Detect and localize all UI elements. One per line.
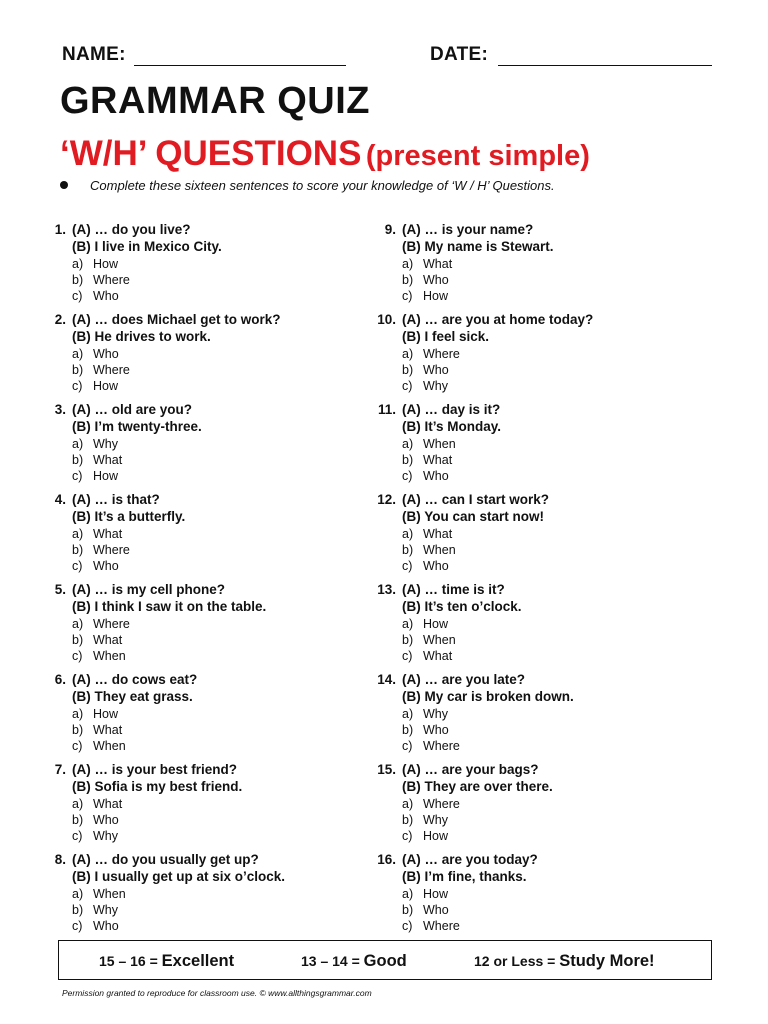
option-text: Where (423, 347, 460, 361)
score-level: Study More! (559, 952, 655, 970)
answer-option[interactable] (402, 469, 449, 483)
option-text: Who (423, 903, 449, 917)
answer-option[interactable] (402, 543, 456, 557)
option-text: How (423, 887, 449, 901)
option-text: When (93, 649, 126, 663)
bullet-icon (60, 181, 68, 189)
option-text: How (423, 617, 449, 631)
answer-option[interactable] (72, 379, 118, 393)
option-letter: c) (72, 289, 83, 303)
question-number: 3. (54, 402, 66, 417)
option-text: Who (93, 289, 119, 303)
answer-option[interactable] (72, 919, 119, 933)
score-key (58, 940, 712, 980)
score-range: 12 or Less = (474, 953, 556, 969)
question-line-a: (A) … do you live? (72, 222, 191, 237)
answer-option[interactable] (72, 707, 118, 721)
option-text: Where (423, 739, 460, 753)
question-line-a: (A) … are you today? (402, 852, 538, 867)
question-item (372, 312, 702, 398)
answer-option[interactable] (402, 829, 448, 843)
question-number: 11. (377, 402, 396, 417)
option-text: Where (93, 617, 130, 631)
option-text: What (423, 527, 453, 541)
question-line-b: (B) I think I saw it on the table. (72, 599, 267, 614)
score-excellent (99, 952, 234, 971)
option-letter: b) (72, 723, 84, 737)
option-letter: b) (72, 273, 84, 287)
option-letter: b) (72, 363, 84, 377)
option-text: Where (423, 797, 460, 811)
question-line-a: (A) … is that? (72, 492, 160, 507)
answer-option[interactable] (72, 559, 119, 573)
option-letter: b) (402, 543, 414, 557)
answer-option[interactable] (402, 739, 460, 753)
answer-option[interactable] (402, 797, 460, 811)
option-letter: b) (72, 903, 84, 917)
question-number: 8. (54, 852, 66, 867)
answer-option[interactable] (72, 437, 118, 451)
option-text: Why (423, 813, 448, 827)
option-letter: c) (402, 469, 413, 483)
question-item (42, 852, 372, 938)
question-line-b: (B) You can start now! (402, 509, 545, 524)
question-line-a: (A) … are your bags? (402, 762, 539, 777)
option-letter: c) (72, 829, 83, 843)
option-letter: a) (402, 887, 414, 901)
score-good (301, 952, 407, 971)
question-line-a: (A) … do cows eat? (72, 672, 198, 687)
option-letter: c) (72, 739, 83, 753)
answer-option[interactable] (402, 919, 460, 933)
question-line-a: (A) … do you usually get up? (72, 852, 259, 867)
question-line-a: (A) … are you at home today? (402, 312, 594, 327)
option-text: How (423, 289, 449, 303)
question-line-a: (A) … is my cell phone? (72, 582, 226, 597)
option-text: When (93, 887, 126, 901)
question-line-b: (B) They are over there. (402, 779, 553, 794)
question-number: 13. (377, 582, 396, 597)
answer-option[interactable] (402, 363, 449, 377)
name-field-line[interactable] (134, 65, 346, 66)
option-text: Who (423, 723, 449, 737)
option-letter: a) (402, 527, 414, 541)
question-item (42, 492, 372, 578)
option-letter: a) (402, 617, 414, 631)
option-text: Who (93, 813, 119, 827)
option-letter: c) (402, 919, 413, 933)
question-line-b: (B) It’s Monday. (402, 419, 501, 434)
answer-option[interactable] (402, 289, 448, 303)
question-line-b: (B) I usually get up at six o’clock. (72, 869, 286, 884)
option-letter: b) (72, 813, 84, 827)
question-number: 15. (377, 762, 396, 777)
option-letter: c) (402, 379, 413, 393)
score-range: 15 – 16 = (99, 953, 158, 969)
question-line-a: (A) … time is it? (402, 582, 505, 597)
score-range: 13 – 14 = (301, 953, 360, 969)
question-line-b: (B) They eat grass. (72, 689, 193, 704)
option-letter: a) (72, 797, 84, 811)
question-number: 2. (54, 312, 66, 327)
option-letter: c) (402, 289, 413, 303)
question-line-a: (A) … is your name? (402, 222, 534, 237)
option-letter: c) (402, 829, 413, 843)
date-label: DATE: (430, 44, 489, 65)
question-line-a: (A) … can I start work? (402, 492, 550, 507)
answer-option[interactable] (402, 257, 452, 271)
option-letter: a) (72, 257, 84, 271)
question-number: 12. (377, 492, 396, 507)
answer-option[interactable] (402, 649, 452, 663)
option-letter: b) (72, 453, 84, 467)
question-item (372, 852, 702, 938)
question-number: 9. (384, 222, 396, 237)
question-number: 10. (377, 312, 396, 327)
option-text: What (423, 257, 453, 271)
name-label: NAME: (62, 44, 126, 65)
answer-option[interactable] (72, 347, 119, 361)
page-subtitle (60, 134, 590, 174)
answer-option[interactable] (72, 363, 130, 377)
question-item (372, 582, 702, 668)
answer-option[interactable] (402, 527, 452, 541)
question-line-a: (A) … old are you? (72, 402, 193, 417)
question-number: 5. (54, 582, 66, 597)
question-line-a: (A) … are you late? (402, 672, 526, 687)
question-line-b: (B) It’s a butterfly. (72, 509, 186, 524)
answer-option[interactable] (72, 273, 130, 287)
answer-option[interactable] (72, 633, 122, 647)
answer-option[interactable] (72, 739, 126, 753)
question-line-b: (B) I’m twenty-three. (72, 419, 202, 434)
answer-option[interactable] (72, 453, 122, 467)
question-item (372, 762, 702, 848)
option-letter: b) (402, 813, 414, 827)
question-item (42, 672, 372, 758)
answer-option[interactable] (402, 379, 448, 393)
option-text: Where (93, 543, 130, 557)
option-text: When (423, 437, 456, 451)
question-item (42, 762, 372, 848)
answer-option[interactable] (402, 723, 449, 737)
option-text: What (93, 633, 123, 647)
option-text: Who (93, 559, 119, 573)
option-letter: b) (72, 633, 84, 647)
subtitle-main: ‘W/H’ QUESTIONS (60, 134, 362, 173)
answer-option[interactable] (72, 469, 118, 483)
question-line-b: (B) I’m fine, thanks. (402, 869, 527, 884)
answer-option[interactable] (402, 453, 452, 467)
option-letter: a) (402, 437, 414, 451)
option-letter: a) (402, 707, 414, 721)
question-line-b: (B) It’s ten o’clock. (402, 599, 522, 614)
question-line-a: (A) … is your best friend? (72, 762, 238, 777)
option-letter: b) (402, 363, 414, 377)
option-text: When (423, 633, 456, 647)
score-level: Excellent (161, 952, 235, 970)
question-item (372, 222, 702, 308)
option-letter: c) (72, 559, 83, 573)
answer-option[interactable] (72, 829, 118, 843)
option-text: When (93, 739, 126, 753)
answer-option[interactable] (72, 723, 122, 737)
option-text: How (93, 469, 119, 483)
option-text: Who (423, 273, 449, 287)
option-letter: b) (402, 453, 414, 467)
option-letter: b) (72, 543, 84, 557)
option-letter: a) (402, 257, 414, 271)
option-text: How (93, 707, 119, 721)
answer-option[interactable] (72, 903, 118, 917)
option-text: When (423, 543, 456, 557)
option-letter: a) (72, 437, 84, 451)
option-text: What (93, 723, 123, 737)
question-line-b: (B) I feel sick. (402, 329, 490, 344)
question-line-b: (B) I live in Mexico City. (72, 239, 222, 254)
answer-option[interactable] (402, 617, 448, 631)
option-letter: a) (402, 797, 414, 811)
answer-option[interactable] (72, 813, 119, 827)
question-number: 1. (54, 222, 66, 237)
option-text: Where (93, 363, 130, 377)
option-text: Why (93, 903, 118, 917)
option-text: Who (423, 559, 449, 573)
option-text: What (423, 649, 453, 663)
question-number: 14. (377, 672, 396, 687)
option-text: What (93, 797, 123, 811)
answer-option[interactable] (402, 437, 456, 451)
answer-option[interactable] (72, 543, 130, 557)
answer-option[interactable] (402, 273, 449, 287)
option-letter: a) (72, 527, 84, 541)
option-text: What (93, 453, 123, 467)
question-line-a: (A) … does Michael get to work? (72, 312, 281, 327)
question-line-a: (A) … day is it? (402, 402, 501, 417)
answer-option[interactable] (402, 813, 448, 827)
date-field-line[interactable] (498, 65, 712, 66)
option-text: How (93, 379, 119, 393)
answer-option[interactable] (72, 887, 126, 901)
option-letter: b) (402, 633, 414, 647)
option-letter: a) (402, 347, 414, 361)
answer-option[interactable] (72, 649, 126, 663)
question-item (42, 402, 372, 488)
answer-option[interactable] (72, 289, 119, 303)
page-title: GRAMMAR QUIZ (60, 80, 370, 122)
answer-option[interactable] (402, 707, 448, 721)
option-text: Where (93, 273, 130, 287)
question-number: 16. (377, 852, 396, 867)
question-number: 7. (54, 762, 66, 777)
question-line-b: (B) My car is broken down. (402, 689, 574, 704)
question-number: 4. (54, 492, 66, 507)
question-number: 6. (54, 672, 66, 687)
answer-option[interactable] (72, 797, 122, 811)
option-letter: c) (402, 559, 413, 573)
option-text: Where (423, 919, 460, 933)
option-letter: a) (72, 707, 84, 721)
question-item (372, 402, 702, 488)
option-text: Why (423, 379, 448, 393)
footer-permission: Permission granted to reproduce for classroom use. © www.allthingsgrammar.com (62, 988, 372, 998)
answer-option[interactable] (402, 903, 449, 917)
answer-option[interactable] (72, 617, 130, 631)
question-line-b: (B) Sofia is my best friend. (72, 779, 243, 794)
option-text: Who (93, 919, 119, 933)
option-letter: c) (72, 919, 83, 933)
option-letter: c) (72, 469, 83, 483)
option-text: Who (423, 469, 449, 483)
option-letter: a) (72, 617, 84, 631)
option-letter: c) (402, 649, 413, 663)
score-level: Good (363, 952, 407, 970)
answer-option[interactable] (72, 527, 122, 541)
option-text: How (93, 257, 119, 271)
option-letter: c) (72, 379, 83, 393)
option-letter: b) (402, 903, 414, 917)
question-item (372, 672, 702, 758)
option-text: Why (423, 707, 448, 721)
question-item (372, 492, 702, 578)
question-item (42, 312, 372, 398)
answer-option[interactable] (402, 887, 448, 901)
option-letter: c) (402, 739, 413, 753)
question-item (42, 582, 372, 668)
answer-option[interactable] (402, 347, 460, 361)
option-letter: b) (402, 273, 414, 287)
score-study-more (474, 952, 655, 971)
answer-option[interactable] (72, 257, 118, 271)
answer-option[interactable] (402, 633, 456, 647)
option-text: Why (93, 829, 118, 843)
instructions-text: Complete these sixteen sentences to score your knowledge of ‘W / H’ Questions. (90, 178, 555, 193)
option-text: Why (93, 437, 118, 451)
option-letter: c) (72, 649, 83, 663)
question-line-b: (B) My name is Stewart. (402, 239, 554, 254)
question-line-b: (B) He drives to work. (72, 329, 211, 344)
header-row (62, 44, 712, 74)
answer-option[interactable] (402, 559, 449, 573)
option-text: What (93, 527, 123, 541)
option-letter: b) (402, 723, 414, 737)
option-letter: a) (72, 347, 84, 361)
option-text: Who (93, 347, 119, 361)
subtitle-paren: (present simple) (365, 140, 590, 172)
option-text: Who (423, 363, 449, 377)
question-item (42, 222, 372, 308)
option-text: What (423, 453, 453, 467)
option-letter: a) (72, 887, 84, 901)
option-text: How (423, 829, 449, 843)
